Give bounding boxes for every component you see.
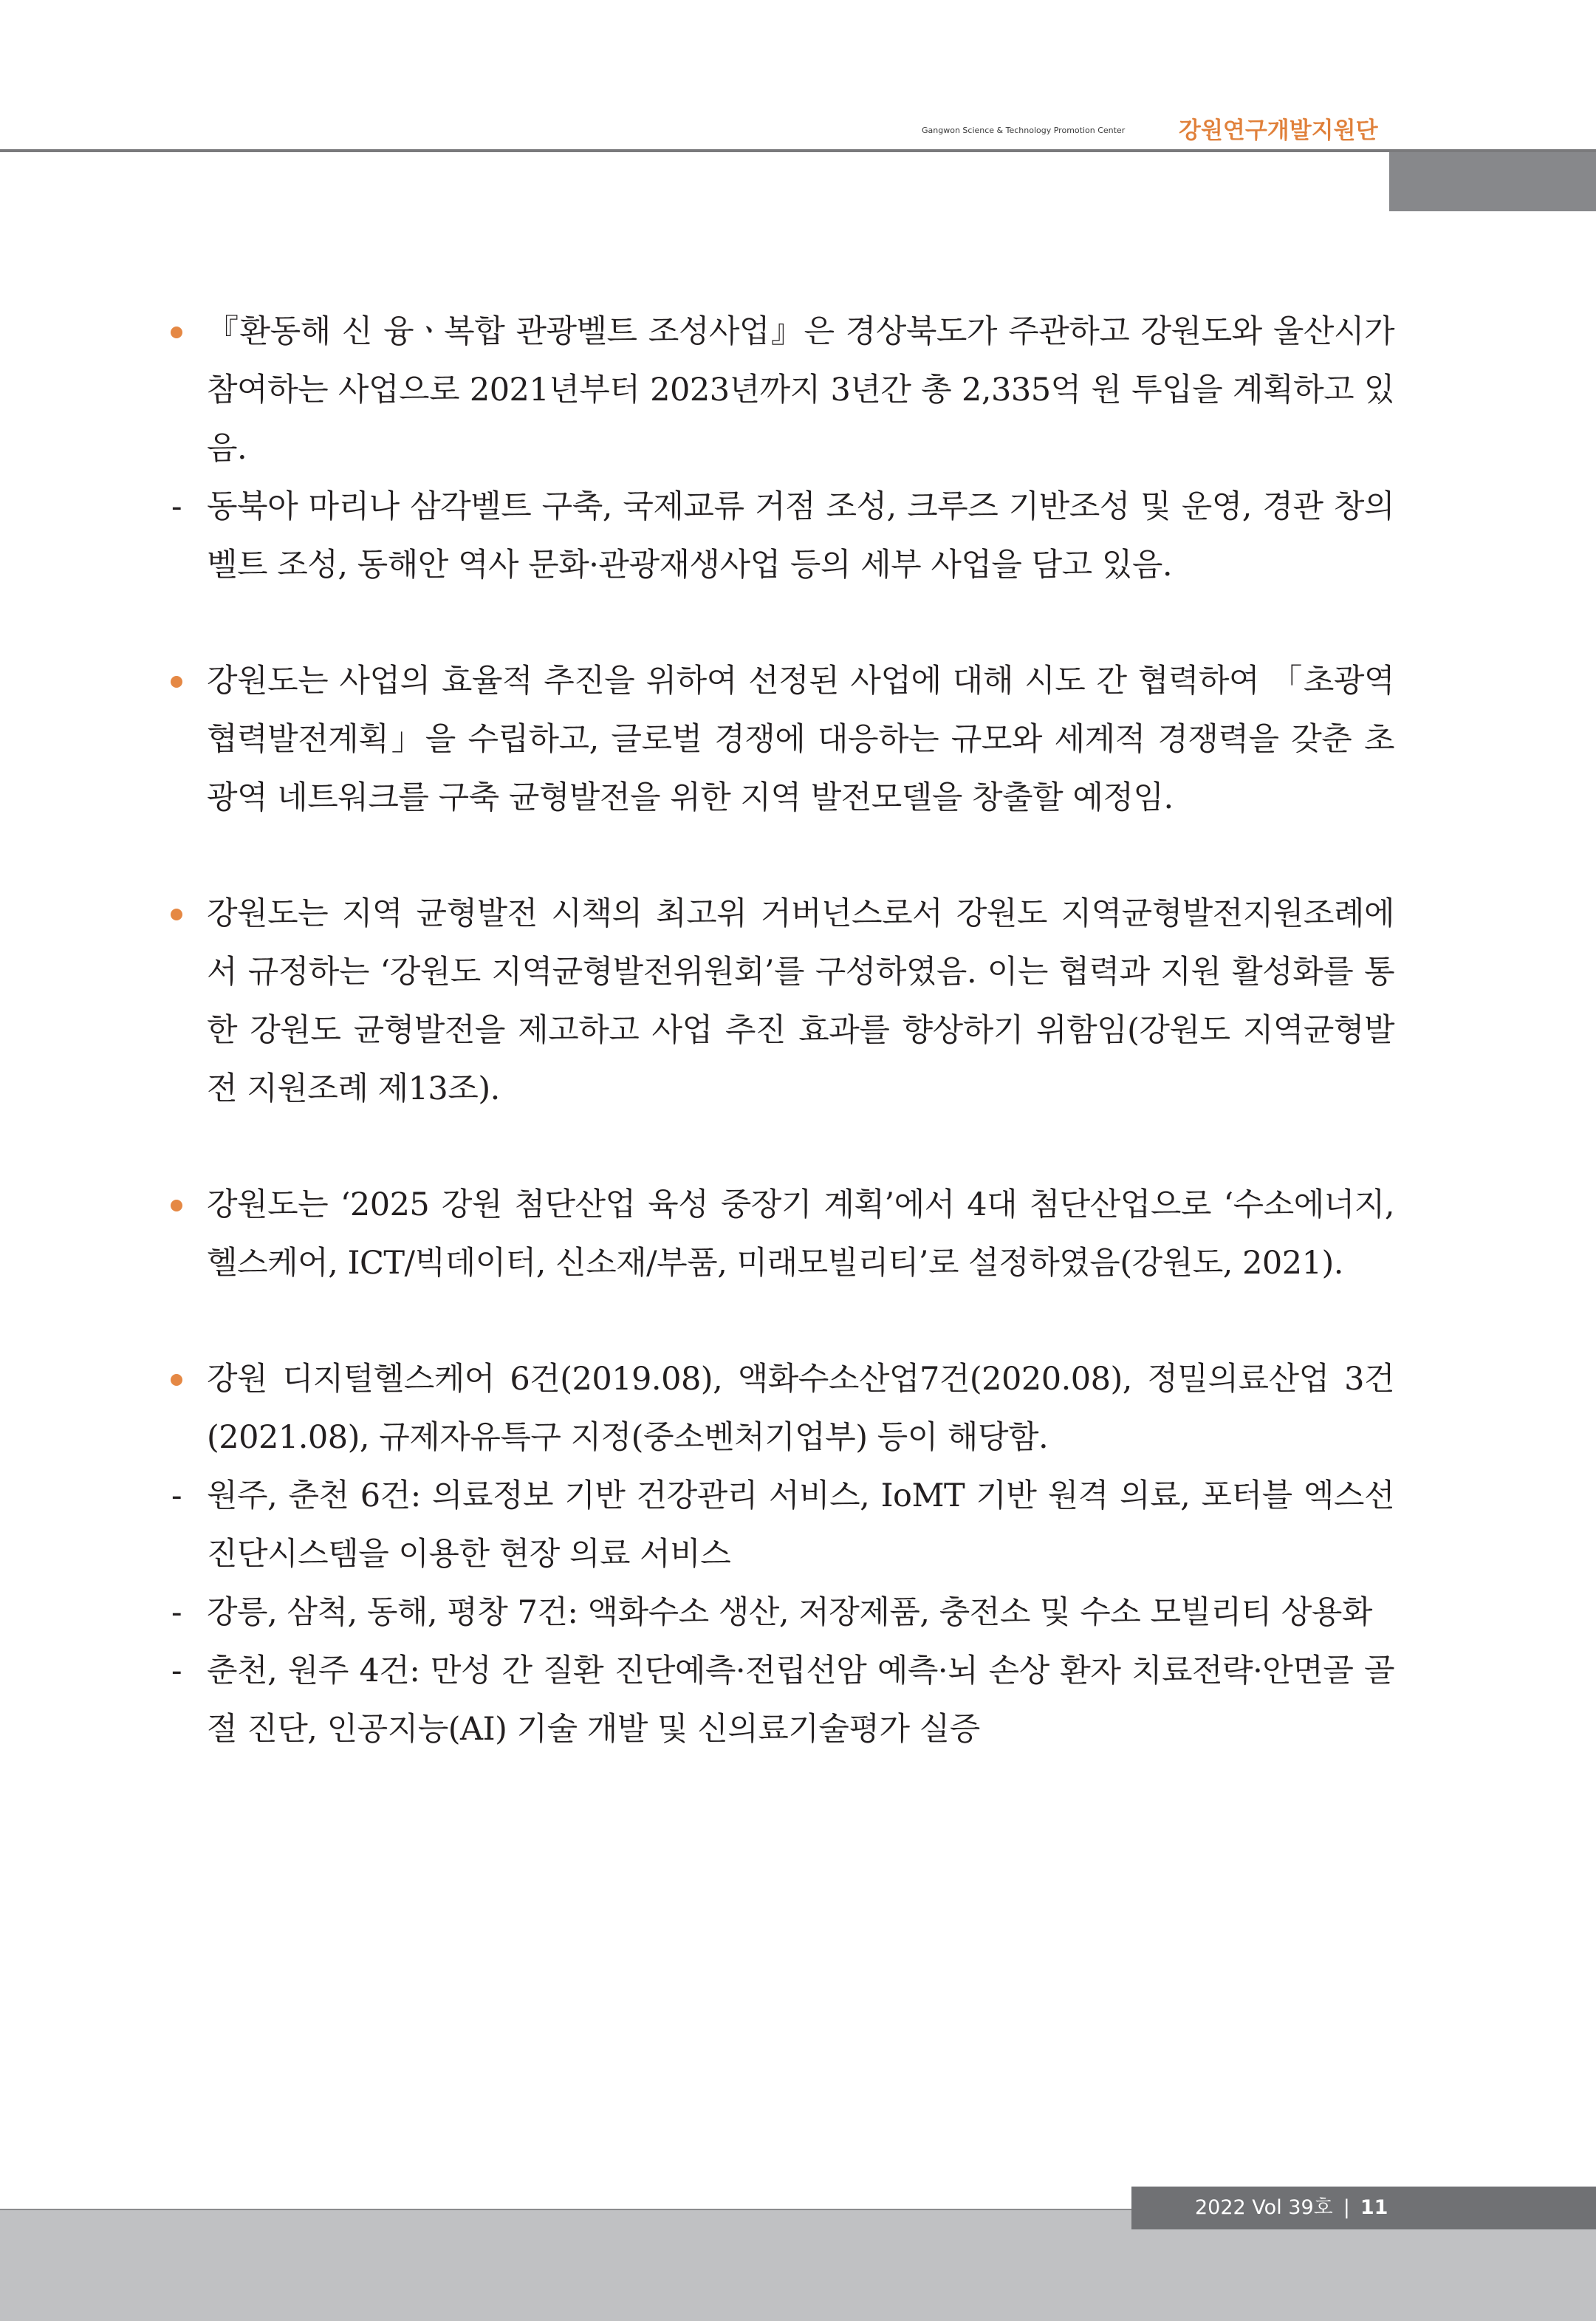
dash-item (168, 1584, 1394, 1642)
dash-text: 강릉, 삼척, 동해, 평창 7건: 액화수소 생산, 저장제품, 충전소 및 수소 모빌리티 상용화 (207, 1594, 1372, 1631)
bullet-text: 강원도는 지역 균형발전 시책의 최고위 거버넌스로서 강원도 지역균형발전지원조례에서 규정하는 ‘강원도 지역균형발전위원회’를 구성하였음. 이는 협력과 지원 활성화를 통한 강원도 균형발전을 제고하고 사업 추진 효과를 향상하기 위함임(강원도 지역균형발전 지원조례 제13조). (207, 895, 1394, 1107)
dash-text: 동북아 마리나 삼각벨트 구축, 국제교류 거점 조성, 크루즈 기반조성 및 운영, 경관 창의벨트 조성, 동해안 역사 문화·관광재생사업 등의 세부 사업을 담고 있음. (207, 488, 1394, 584)
bullet-text: 강원도는 ‘2025 강원 첨단산업 육성 중장기 계획’에서 4대 첨단산업으로 ‘수소에너지, 헬스케어, ICT/빅데이터, 신소재/부품, 미래모빌리티’로 설정하였음(강원도, 2021). (207, 1186, 1394, 1282)
bullet-text: 강원 디지털헬스케어 6건(2019.08), 액화수소산업7건(2020.08), 정밀의료산업 3건(2021.08), 규제자유특구 지정(중소벤처기업부) 등이 해당함. (207, 1361, 1394, 1456)
footer-text (1195, 2187, 1388, 2229)
dash-mark: - (171, 1652, 182, 1689)
bullet-text: 『환동해 신 융ㆍ복합 관광벨트 조성사업』은 경상북도가 주관하고 강원도와 울산시가 참여하는 사업으로 2021년부터 2023년까지 3년간 총 2,335억 원 투입을 계획하고 있음. (207, 313, 1394, 467)
bullet-item (168, 885, 1394, 1118)
dash-mark: - (171, 1594, 182, 1631)
page-header (0, 0, 1596, 214)
bullet-item (168, 652, 1394, 827)
dash-item (168, 1642, 1394, 1759)
dash-text: 원주, 춘천 6건: 의료정보 기반 건강관리 서비스, IoMT 기반 원격 의료, 포터블 엑스선 진단시스템을 이용한 현장 의료 서비스 (207, 1477, 1394, 1573)
header-divider (0, 149, 1596, 152)
header-title: 강원연구개발지원단 (1179, 117, 1378, 144)
document-body (168, 303, 1394, 1759)
bullet-text: 강원도는 사업의 효율적 추진을 위하여 선정된 사업에 대해 시도 간 협력하여 「초광역협력발전계획」을 수립하고, 글로벌 경쟁에 대응하는 규모와 세계적 경쟁력을 갖춘 초광역 네트워크를 구축 균형발전을 위한 지역 발전모델을 창출할 예정임. (207, 663, 1394, 816)
dash-text: 춘천, 원주 4건: 만성 간 질환 진단예측·전립선암 예측·뇌 손상 환자 치료전략·안면골 골절 진단, 인공지능(AI) 기술 개발 및 신의료기술평가 실증 (207, 1652, 1394, 1748)
dash-mark: - (171, 1477, 182, 1514)
header-tab (1389, 152, 1596, 211)
page-number: 11 (1360, 2196, 1388, 2219)
bullet-item (168, 1350, 1394, 1467)
bullet-item (168, 1176, 1394, 1293)
footer-tab (1131, 2187, 1596, 2229)
header-subtitle: Gangwon Science & Technology Promotion Center (922, 126, 1126, 135)
dash-item (168, 478, 1394, 595)
dash-item (168, 1467, 1394, 1584)
dash-mark: - (171, 488, 182, 525)
issue-label: 2022 Vol 39호 (1195, 2196, 1333, 2219)
footer-separator: | (1343, 2196, 1350, 2219)
bullet-item (168, 303, 1394, 478)
